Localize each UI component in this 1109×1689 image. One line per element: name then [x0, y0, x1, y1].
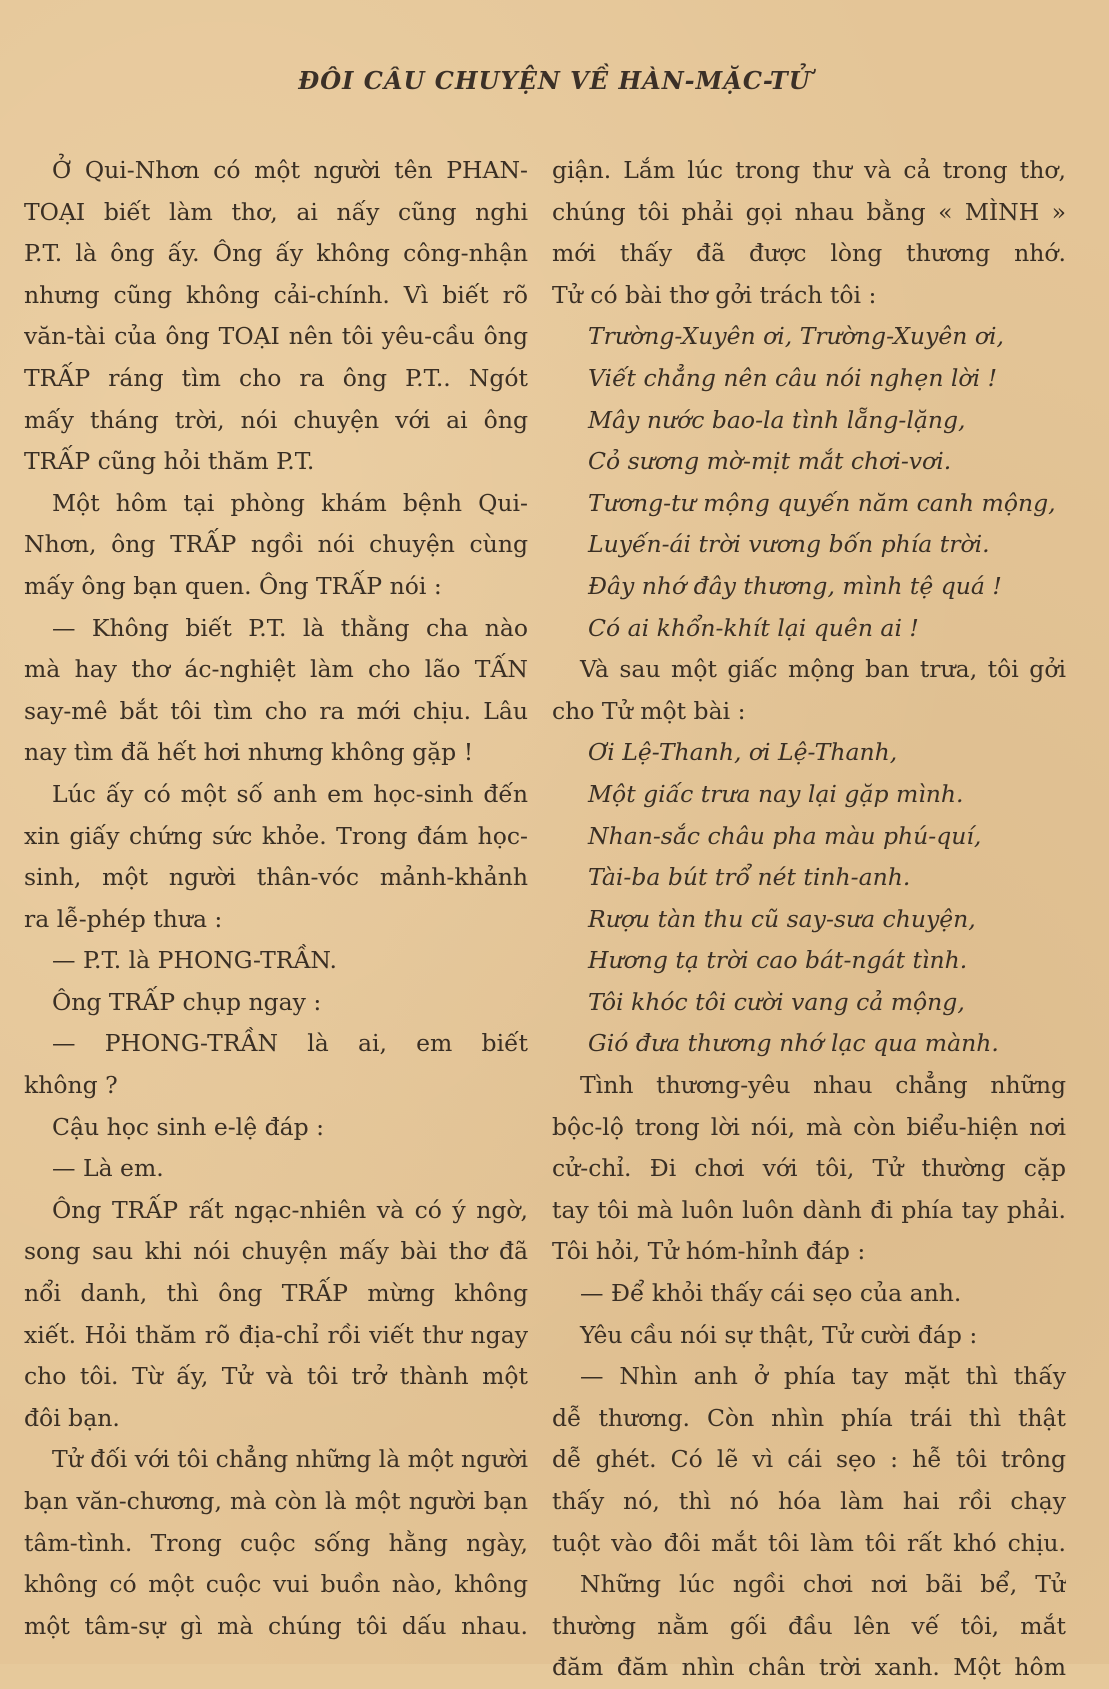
right-column-line: Và sau một giấc mộng ban trưa, tôi gởi: [580, 655, 1066, 684]
left-column-line: đôi bạn.: [24, 1403, 120, 1432]
right-column-line: Có ai khổn-khít lại quên ai !: [588, 613, 919, 642]
right-column-line: Yêu cầu nói sự thật, Tử cười đáp :: [580, 1320, 978, 1349]
right-column-line: dễ thương. Còn nhìn phía trái thì thật: [552, 1403, 1066, 1432]
left-column-line: song sau khi nói chuyện mấy bài thơ đã: [24, 1237, 528, 1266]
left-column-line: nổi danh, thì ông TRẤP mừng không: [24, 1279, 528, 1308]
left-column-line: mấy ông bạn quen. Ông TRẤP nói :: [24, 571, 442, 600]
left-column-line: — Không biết P.T. là thằng cha nào: [52, 613, 528, 642]
right-column-line: tuột vào đôi mắt tôi làm tôi rất khó chịu.: [552, 1528, 1066, 1557]
left-column-line: bạn văn-chương, mà còn là một người bạn: [24, 1487, 528, 1515]
left-column-line: không có một cuộc vui buồn nào, không: [24, 1570, 528, 1599]
right-column-line: Cỏ sương mờ-mịt mắt chơi-vơi.: [588, 447, 952, 476]
right-column-line: Luyến-ái trời vương bốn phía trời.: [588, 530, 990, 559]
right-column-line: Một giấc trưa nay lại gặp mình.: [588, 779, 964, 808]
right-column-line: Ơi Lệ-Thanh, ơi Lệ-Thanh,: [588, 738, 898, 767]
right-column-line: cho Tử một bài :: [552, 696, 746, 725]
right-column-line: Những lúc ngồi chơi nơi bãi bể, Tử: [580, 1570, 1066, 1599]
right-column-line: Tương-tư mộng quyến năm canh mộng,: [588, 488, 1056, 517]
left-column-line: cho tôi. Từ ấy, Tử và tôi trở thành một: [24, 1362, 528, 1391]
right-column-line: giận. Lắm lúc trong thư và cả trong thơ,: [552, 156, 1066, 184]
right-column-line: Rượu tàn thu cũ say-sưa chuyện,: [588, 904, 976, 933]
left-column-line: — PHONG-TRẦN là ai, em biết: [52, 1029, 528, 1058]
left-column-line: — Là em.: [52, 1154, 164, 1183]
right-column-line: dễ ghét. Có lẽ vì cái sẹo : hễ tôi trông: [552, 1445, 1066, 1474]
right-column-line: Gió đưa thương nhớ lạc qua mành.: [588, 1029, 999, 1058]
right-column-line: thấy nó, thì nó hóa làm hai rồi chạy: [552, 1487, 1066, 1515]
left-column-line: không ?: [24, 1071, 118, 1100]
left-column-line: Cậu học sinh e-lệ đáp :: [52, 1112, 325, 1141]
left-column-line: Ông TRẤP rất ngạc-nhiên và có ý ngờ,: [52, 1195, 528, 1224]
right-column-line: Viết chẳng nên câu nói nghẹn lời !: [588, 363, 998, 392]
left-column-line: mà hay thơ ác-nghiệt làm cho lão TẤN: [24, 655, 528, 684]
right-column-line: chúng tôi phải gọi nhau bằng « MÌNH »: [552, 197, 1066, 226]
left-column-line: mấy tháng trời, nói chuyện với ai ông: [24, 405, 528, 434]
right-column-line: Tôi hỏi, Tử hóm-hỉnh đáp :: [552, 1237, 866, 1266]
left-column-line: Một hôm tại phòng khám bệnh Qui-: [52, 488, 528, 517]
left-column-line: TOẠI biết làm thơ, ai nấy cũng nghi: [24, 197, 528, 226]
right-column-line: mới thấy đã được lòng thương nhớ.: [552, 239, 1066, 268]
right-column-line: Trường-Xuyên ơi, Trường-Xuyên ơi,: [588, 322, 1004, 351]
right-column-line: thường nằm gối đầu lên vế tôi, mắt: [552, 1611, 1066, 1640]
left-column-line: say-mê bắt tôi tìm cho ra mới chịu. Lâu: [24, 696, 528, 725]
left-column-line: ra lễ-phép thưa :: [24, 904, 223, 933]
right-column-line: — Nhìn anh ở phía tay mặt thì thấy: [580, 1362, 1066, 1391]
right-column-line: — Để khỏi thấy cái sẹo của anh.: [580, 1279, 962, 1308]
left-column-line: Tử đối với tôi chẳng những là một người: [52, 1445, 528, 1474]
left-column-line: xin giấy chứng sức khỏe. Trong đám học-: [24, 821, 528, 850]
right-column-line: Tử có bài thơ gởi trách tôi :: [552, 280, 877, 309]
left-column-line: Ông TRẤP chụp ngay :: [52, 987, 322, 1016]
right-column-line: Hương tạ trời cao bát-ngát tình.: [588, 946, 968, 975]
right-column-line: Tôi khóc tôi cười vang cả mộng,: [588, 987, 965, 1016]
left-column-line: nay tìm đã hết hơi nhưng không gặp !: [24, 738, 474, 767]
left-column-line: TRẤP ráng tìm cho ra ông P.T.. Ngót: [24, 363, 528, 392]
left-column-line: văn-tài của ông TOẠI nên tôi yêu-cầu ông: [24, 322, 528, 351]
left-column-line: — P.T. là PHONG-TRẦN.: [52, 946, 337, 975]
left-column-line: TRẤP cũng hỏi thăm P.T.: [24, 447, 315, 476]
left-column-line: một tâm-sự gì mà chúng tôi dấu nhau.: [24, 1611, 528, 1640]
right-column-line: Nhan-sắc châu pha màu phú-quí,: [588, 821, 982, 850]
right-column-line: cử-chỉ. Đi chơi với tôi, Tử thường cặp: [552, 1154, 1066, 1183]
left-column-line: sinh, một người thân-vóc mảnh-khảnh: [24, 863, 528, 892]
right-column-line: Tình thương-yêu nhau chẳng những: [580, 1071, 1066, 1100]
left-column-line: Lúc ấy có một số anh em học-sinh đến: [52, 779, 528, 808]
left-column-line: xiết. Hỏi thăm rõ địa-chỉ rồi viết thư ngay: [24, 1320, 528, 1349]
right-text-column: [552, 150, 1066, 1689]
left-column-line: P.T. là ông ấy. Ông ấy không công-nhận: [24, 239, 528, 268]
left-column-line: Ở Qui-Nhơn có một người tên PHAN-: [52, 156, 528, 184]
right-column-line: Mây nước bao-la tình lẵng-lặng,: [588, 405, 966, 434]
left-column-line: tâm-tình. Trong cuộc sống hằng ngày,: [24, 1528, 528, 1557]
right-column-line: Đây nhớ đây thương, mình tệ quá !: [588, 571, 1002, 600]
left-column-line: Nhơn, ông TRẤP ngồi nói chuyện cùng: [24, 530, 528, 559]
page-header-title: ĐÔI CÂU CHUYỆN VỀ HÀN-MẶC-TỬ: [298, 66, 811, 95]
left-column-line: nhưng cũng không cải-chính. Vì biết rõ: [24, 280, 528, 309]
right-column-line: tay tôi mà luôn luôn dành đi phía tay phải.: [552, 1195, 1066, 1224]
right-column-line: bộc-lộ trong lời nói, mà còn biểu-hiện nơi: [552, 1112, 1066, 1141]
right-column-line: đăm đăm nhìn chân trời xanh. Một hôm: [552, 1653, 1066, 1682]
right-column-line: Tài-ba bút trổ nét tinh-anh.: [588, 863, 911, 892]
left-text-column: [24, 150, 528, 1647]
